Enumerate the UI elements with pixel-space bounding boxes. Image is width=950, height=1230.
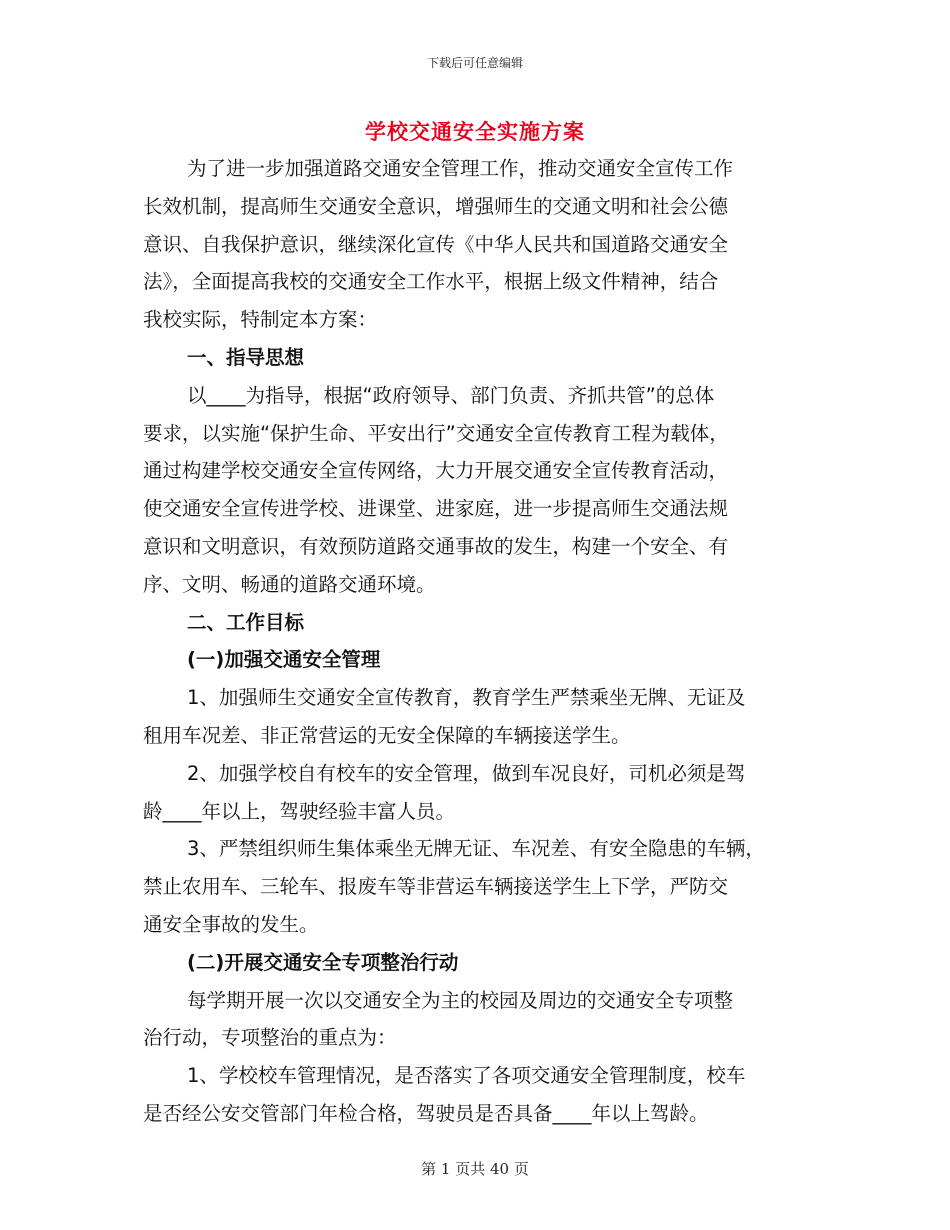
paragraph-line: 以____为指导，根据“政府领导、部门负责、齐抓共管”的总体 [187, 383, 715, 407]
paragraph-line: 租用车况差、非正常营运的无安全保障的车辆接送学生。 [143, 723, 631, 747]
document-body [143, 150, 823, 1133]
section-heading: (二)开展交通安全专项整治行动 [187, 950, 459, 974]
paragraph-line: 每学期开展一次以交通安全为主的校园及周边的交通安全专项整 [187, 988, 734, 1012]
paragraph-line: 龄____年以上，驾驶经验丰富人员。 [143, 799, 456, 823]
section-heading: 一、指导思想 [187, 345, 305, 369]
paragraph-line: 意识、自我保护意识，继续深化宣传《中华人民共和国道路交通安全 [143, 232, 729, 256]
page-header: 下载后可任意编辑 [426, 56, 523, 70]
paragraph-line: 1、学校校车管理情况，是否落实了各项交通安全管理制度，校车 [187, 1064, 746, 1088]
paragraph-line: 我校实际，特制定本方案： [143, 308, 378, 332]
paragraph-line: 为了进一步加强道路交通安全管理工作，推动交通安全宣传工作 [187, 157, 734, 180]
section-heading: (一)加强交通安全管理 [187, 648, 381, 672]
paragraph-line: 通过构建学校交通安全宣传网络，大力开展交通安全宣传教育活动， [143, 459, 729, 483]
paragraph-line: 序、文明、畅通的道路交通环境。 [143, 572, 436, 596]
paragraph-line: 通安全事故的发生。 [143, 912, 319, 936]
section-heading: 二、工作目标 [187, 610, 305, 634]
paragraph-line: 是否经公安交管部门年检合格，驾驶员是否具备____年以上驾龄。 [143, 1101, 709, 1125]
paragraph-line: 1、加强师生交通安全宣传教育，教育学生严禁乘坐无牌、无证及 [187, 686, 746, 710]
paragraph-line: 使交通安全宣传进学校、进课堂、进家庭，进一步提高师生交通法规 [143, 497, 729, 521]
paragraph-line: 2、加强学校自有校车的安全管理，做到车况良好，司机必须是驾 [187, 761, 746, 785]
paragraph-line: 禁止农用车、三轮车、报废车等非营运车辆接送学生上下学，严防交 [143, 875, 729, 899]
paragraph-line: 要求，以实施“保护生命、平安出行”交通安全宣传教育工程为载体， [143, 421, 729, 445]
paragraph-line: 3、严禁组织师生集体乘坐无牌无证、车况差、有安全隐患的车辆， [187, 837, 765, 861]
paragraph-line: 长效机制，提高师生交通安全意识，增强师生的交通文明和社会公德 [143, 194, 729, 218]
paragraph-line: 法》，全面提高我校的交通安全工作水平，根据上级文件精神，结合 [143, 270, 719, 294]
paragraph-line: 治行动，专项整治的重点为： [143, 1026, 397, 1050]
paragraph-line: 意识和文明意识，有效预防道路交通事故的发生，构建一个安全、有 [143, 534, 729, 558]
page-footer: 第 1 页共 40 页 [421, 1160, 529, 1178]
document-title: 学校交通安全实施方案 [365, 119, 585, 144]
